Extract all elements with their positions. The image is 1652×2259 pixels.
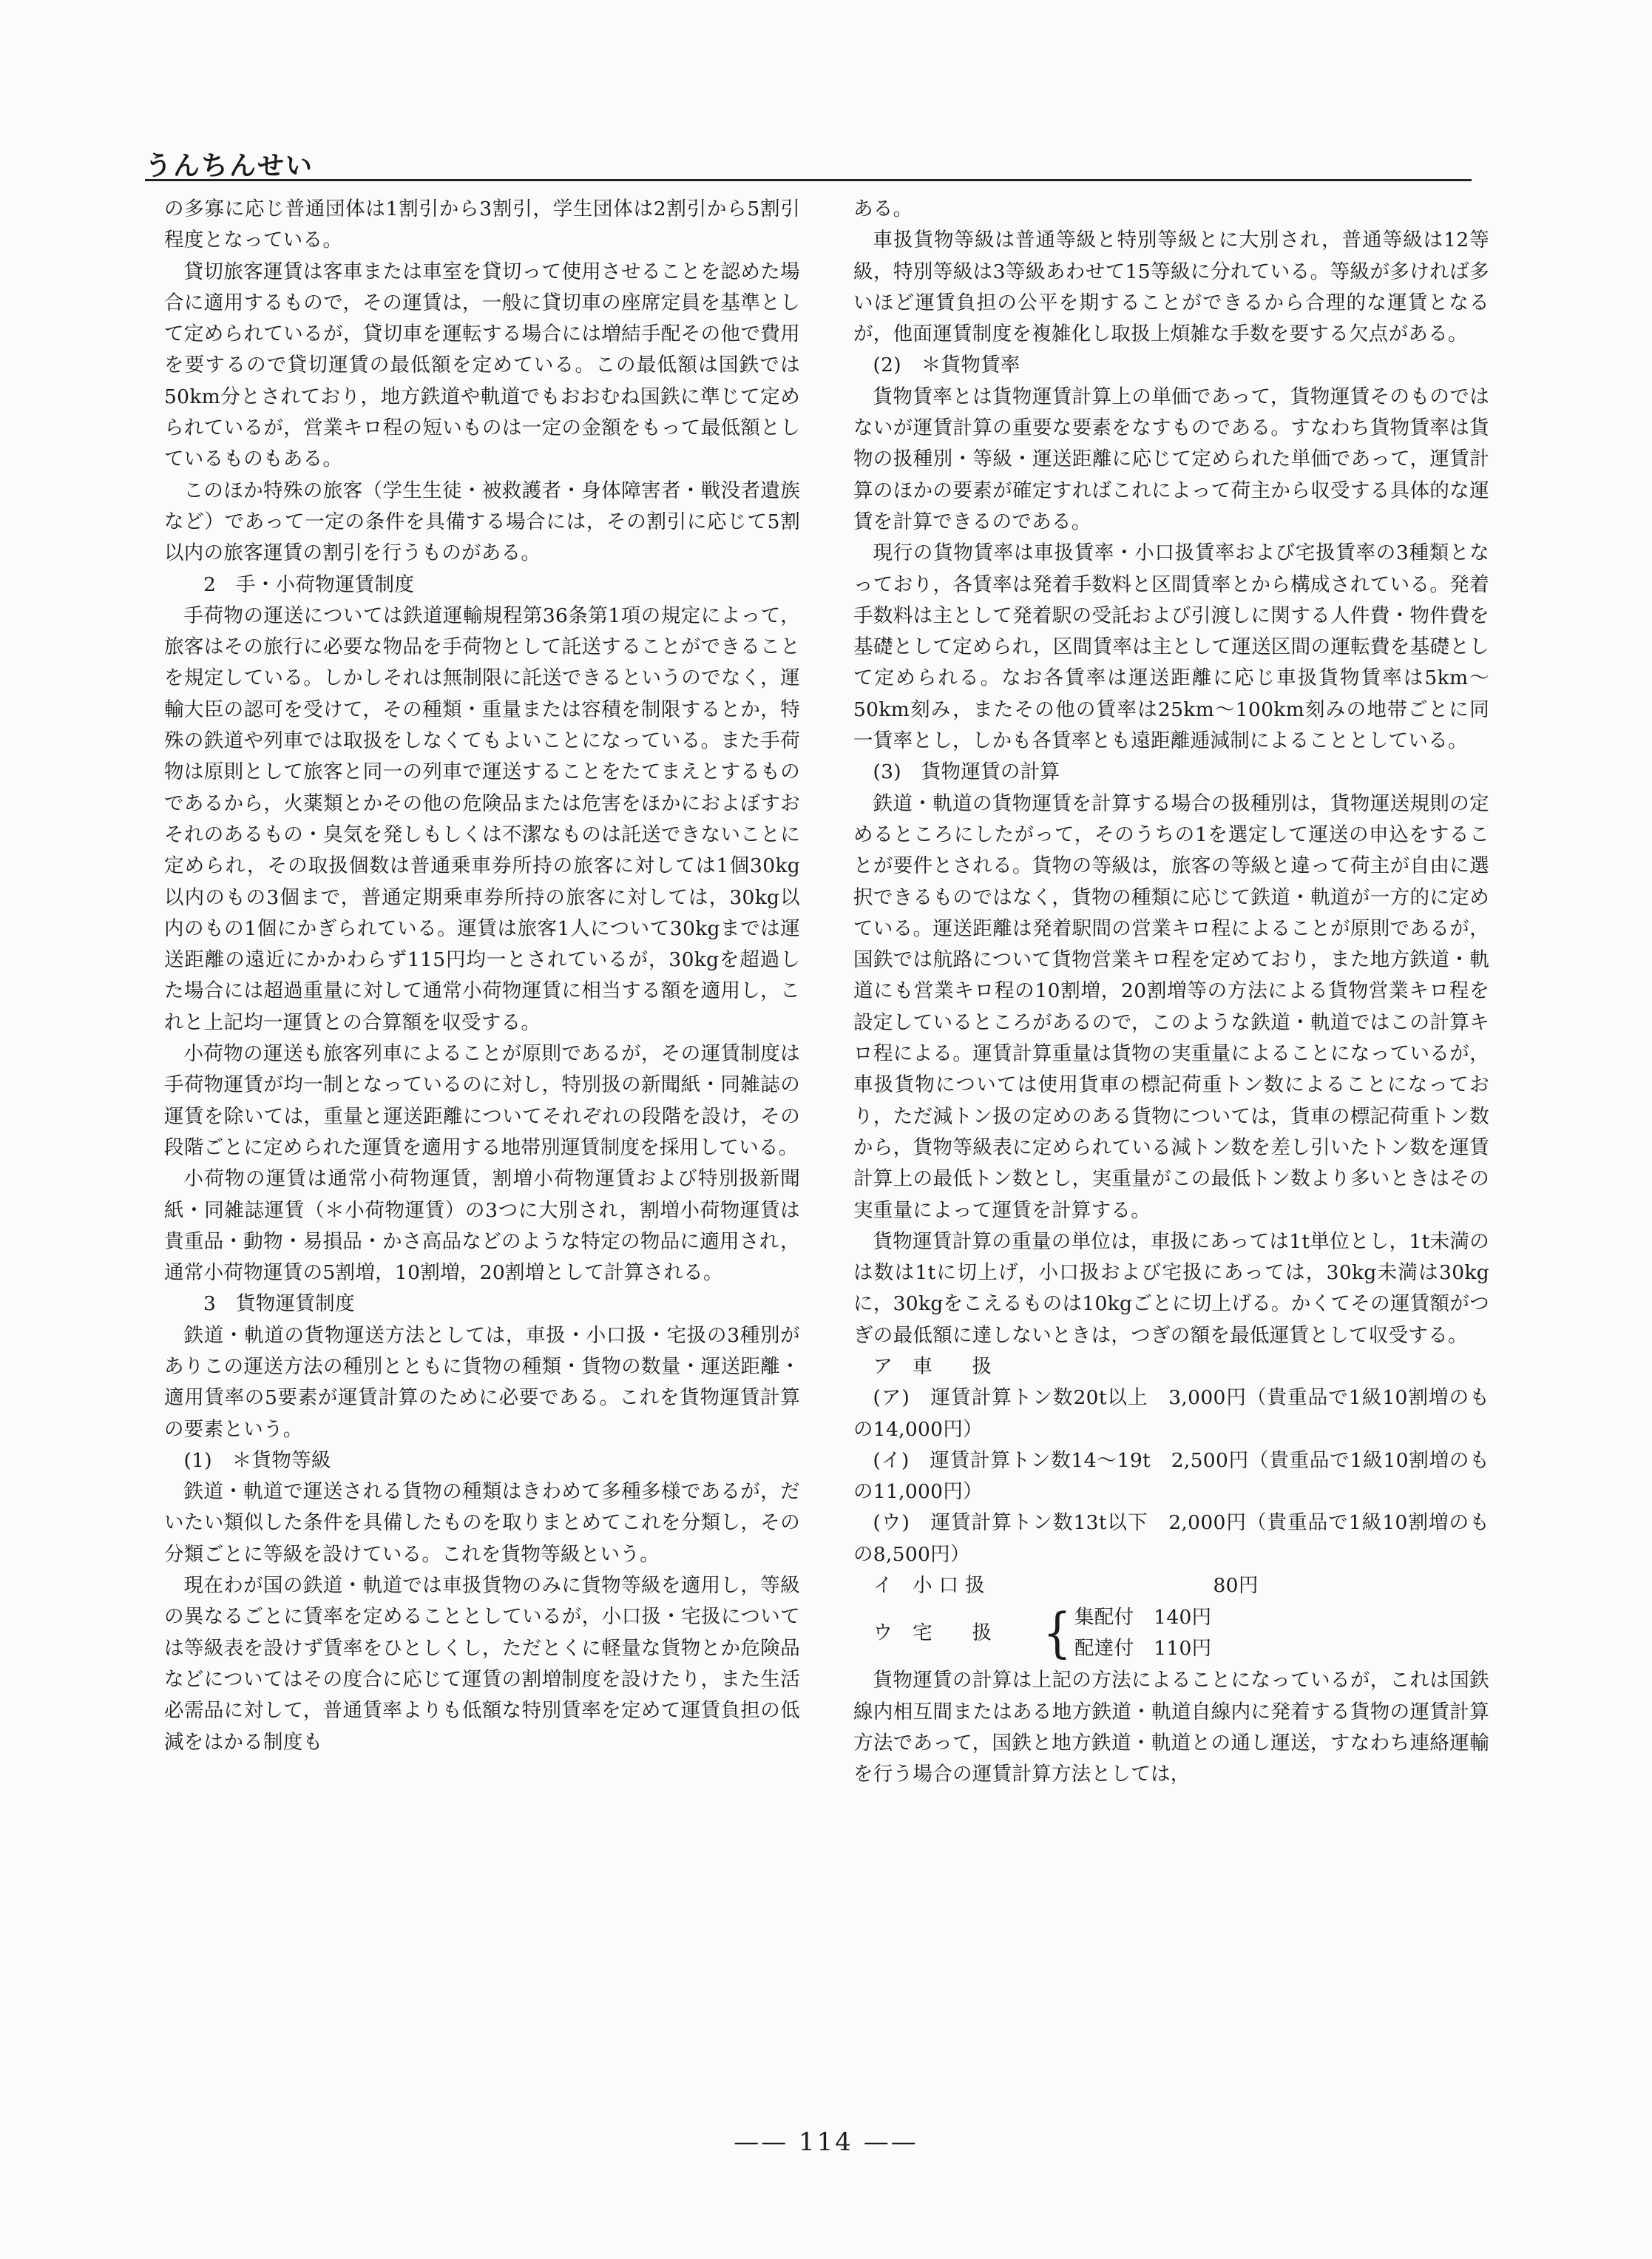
fare-row: (イ) 運賃計算トン数14〜19t 2,500円（貴重品で1級10割増のもの11,000円） bbox=[853, 1448, 1489, 1504]
subsection-heading: (3) 貨物運賃の計算 bbox=[873, 760, 1060, 784]
subsection-heading: (2) ＊貨物賃率 bbox=[873, 354, 1020, 377]
section-heading: 3 貨物運賃制度 bbox=[203, 1292, 355, 1316]
paragraph: 小荷物の運賃は通常小荷物運賃，割増小荷物運賃および特別扱新聞紙・同雑誌運賃（＊小荷物運賃）の3つに大別され，割増小荷物運賃は貴重品・動物・易損品・かさ高品などのような特定の物品に適用され，通常小荷物運賃の5割増，10割増，20割増として計算される。 bbox=[164, 1167, 800, 1285]
fare-subitem: 配達付 110円 bbox=[1074, 1637, 1212, 1661]
left-column bbox=[164, 194, 800, 1758]
paragraph: ある。 bbox=[853, 197, 913, 220]
paragraph: 鉄道・軌道で運送される貨物の種類はきわめて多種多様であるが，だいたい類似した条件を具備したものを取りまとめてこれを分類し，その分類ごとに等級を設けている。これを貨物等級という。 bbox=[164, 1480, 800, 1566]
fare-value: 80円 bbox=[1213, 1574, 1259, 1598]
running-head: うんちんせい bbox=[145, 151, 314, 181]
paragraph: 貨物賃率とは貨物運賃計算上の単価であって，貨物運賃そのものではないが運賃計算の重要な要素をなすものである。すなわち貨物賃率は貨物の扱種別・等級・運送距離に応じて定められた単価であって，運賃計算のほかの要素が確定すればこれによって荷主から収受する具体的な運賃を計算できるのである。 bbox=[853, 385, 1489, 533]
paragraph: 現行の貨物賃率は車扱賃率・小口扱賃率および宅扱賃率の3種類となっており，各賃率は発着手数料と区間賃率とから構成されている。発着手数料は主として発着駅の受託および引渡しに関する人件費・物件費を基礎として定められ，区間賃率は主として運送区間の運転費を基礎として定められる。なお各賃率は運送距離に応じ車扱貨物賃率は5km〜50km刻み，またその他の賃率は25km〜100km刻みの地帯ごとに同一賃率とし，しかも各賃率とも遠距離逓減制によることとしている。 bbox=[853, 541, 1489, 753]
header-rule bbox=[145, 179, 1472, 181]
fare-label: イ 小 口 扱 bbox=[873, 1574, 985, 1598]
paragraph: 貸切旅客運賃は客車または車室を貸切って使用させることを認めた場合に適用するもので，その運賃は，一般に貸切車の座席定員を基準として定められているが，貸切車を運転する場合には増結手配その他で費用を要するので貸切運賃の最低額を定めている。この最低額は国鉄では50km分とされており，地方鉄道や軌道でもおおむね国鉄に準じて定められているが，営業キロ程の短いものは一定の金額をもって最低額としているものもある。 bbox=[164, 260, 800, 471]
fare-heading-kuruma: ア 車 扱 bbox=[873, 1354, 992, 1378]
paragraph: 鉄道・軌道の貨物運送方法としては，車扱・小口扱・宅扱の3種別がありこの運送方法の種別とともに貨物の種類・貨物の数量・運送距離・適用賃率の5要素が運賃計算のために必要である。これを貨物運賃計算の要素という。 bbox=[164, 1323, 800, 1441]
fare-row: (ア) 運賃計算トン数20t以上 3,000円（貴重品で1級10割増のもの14,000円） bbox=[853, 1386, 1489, 1441]
page-number: —— 114 —— bbox=[734, 2127, 918, 2157]
fare-label: ウ 宅 扱 bbox=[873, 1621, 992, 1645]
fare-row-koguchi bbox=[853, 1570, 1489, 1601]
fare-row-takuhai bbox=[853, 1601, 1489, 1665]
brace-glyph: { bbox=[1043, 1602, 1072, 1665]
paragraph: 貨物運賃の計算は上記の方法によることになっているが，これは国鉄線内相互間またはある地方鉄道・軌道自線内に発着する貨物の運賃計算方法であって，国鉄と地方鉄道・軌道との通し運送，すなわち連絡運輸を行う場合の運賃計算方法としては， bbox=[853, 1669, 1489, 1786]
paragraph: 車扱貨物等級は普通等級と特別等級とに大別され，普通等級は12等級，特別等級は3等級あわせて15等級に分れている。等級が多ければ多いほど運賃負担の公平を期することができるから合理的な運賃となるが，他面運賃制度を複雑化し取扱上煩雑な手数を要する欠点がある。 bbox=[853, 229, 1489, 346]
subsection-heading: (1) ＊貨物等級 bbox=[183, 1448, 331, 1472]
paragraph: このほか特殊の旅客（学生生徒・被救護者・身体障害者・戦没者遺族など）であって一定の条件を具備する場合には，その割引に応じて5割以内の旅客運賃の割引を行うものがある。 bbox=[164, 479, 800, 565]
paragraph: 手荷物の運送については鉄道運輸規程第36条第1項の規定によって，旅客はその旅行に必要な物品を手荷物として託送することができることを規定している。しかしそれは無制限に託送できるというのでなく，運輸大臣の認可を受けて，その種類・重量または容積を制限するとか，特殊の鉄道や列車では取扱をしなくてもよいことになっている。また手荷物は原則として旅客と同一の列車で運送することをたてまえとするものであるから，火薬類とかその他の危険品または危害をほかにおよぼすおそれのあるもの・臭気を発しもしくは不潔なものは託送できないことに定められ，その取扱個数は普通乗車券所持の旅客に対しては1個30kg以内のもの3個まで，普通定期乗車券所持の旅客に対しては，30kg以内のもの1個にかぎられている。運賃は旅客1人について30kgまでは運送距離の遠近にかかわらず115円均一とされているが，30kgを超過した場合には超過重量に対して通常小荷物運賃に相当する額を適用し，これと上記均一運賃との合算額を収受する。 bbox=[164, 604, 800, 1034]
fare-row: (ウ) 運賃計算トン数13t以下 2,000円（貴重品で1級10割増のもの8,500円） bbox=[853, 1511, 1489, 1566]
fare-subitem: 集配付 140円 bbox=[1074, 1606, 1212, 1630]
paragraph: の多寡に応じ普通団体は1割引から3割引，学生団体は2割引から5割引程度となっている。 bbox=[164, 197, 800, 252]
fare-sublist bbox=[1074, 1602, 1211, 1664]
paragraph: 鉄道・軌道の貨物運賃を計算する場合の扱種別は，貨物運送規則の定めるところにしたがって，そのうちの1を選定して運送の申込をすることが要件とされる。貨物の等級は，旅客の等級と違って荷主が自由に選択できるものではなく，貨物の種類に応じて鉄道・軌道が一方的に定めている。運送距離は発着駅間の営業キロ程によることが原則であるが，国鉄では航路について貨物営業キロ程を定めており，また地方鉄道・軌道にも営業キロ程の10割増，20割増等の方法による貨物営業キロ程を設定しているところがあるので，このような鉄道・軌道ではこの計算キロ程による。運賃計算重量は貨物の実重量によることになっているが，車扱貨物については使用貨車の標記荷重トン数によることになっており，ただ減トン扱の定めのある貨物については，貨車の標記荷重トン数から，貨物等級表に定められている減トン数を差し引いたトン数を運賃計算上の最低トン数とし，実重量がこの最低トン数より多いときはその実重量によって運賃を計算する。 bbox=[853, 791, 1489, 1222]
paragraph: 現在わが国の鉄道・軌道では車扱貨物のみに貨物等級を適用し，等級の異なるごとに賃率を定めることとしているが，小口扱・宅扱については等級表を設けず賃率をひとしくし，ただとくに軽量な貨物とか危険品などについてはその度合に応じて運賃の割増制度を設けたり，また生活必需品に対して，普通賃率よりも低額な特別賃率を定めて運賃負担の低減をはかる制度も bbox=[164, 1574, 800, 1754]
right-column bbox=[853, 194, 1489, 1791]
paragraph: 小荷物の運送も旅客列車によることが原則であるが，その運賃制度は手荷物運賃が均一制となっているのに対し，特別扱の新聞紙・同雑誌の運賃を除いては，重量と運送距離についてそれぞれの段階を設け，その段階ごとに定められた運賃を適用する地帯別運賃制度を採用している。 bbox=[164, 1042, 800, 1159]
paragraph: 貨物運賃計算の重量の単位は，車扱にあっては1t単位とし，1t未満のは数は1tに切上げ，小口扱および宅扱にあっては，30kg未満は30kgに，30kgをこえるものは10kgごとに切上げる。かくてその運賃額がつぎの最低額に達しないときは，つぎの額を最低運賃として収受する。 bbox=[853, 1229, 1489, 1347]
section-heading: 2 手・小荷物運賃制度 bbox=[203, 573, 415, 596]
